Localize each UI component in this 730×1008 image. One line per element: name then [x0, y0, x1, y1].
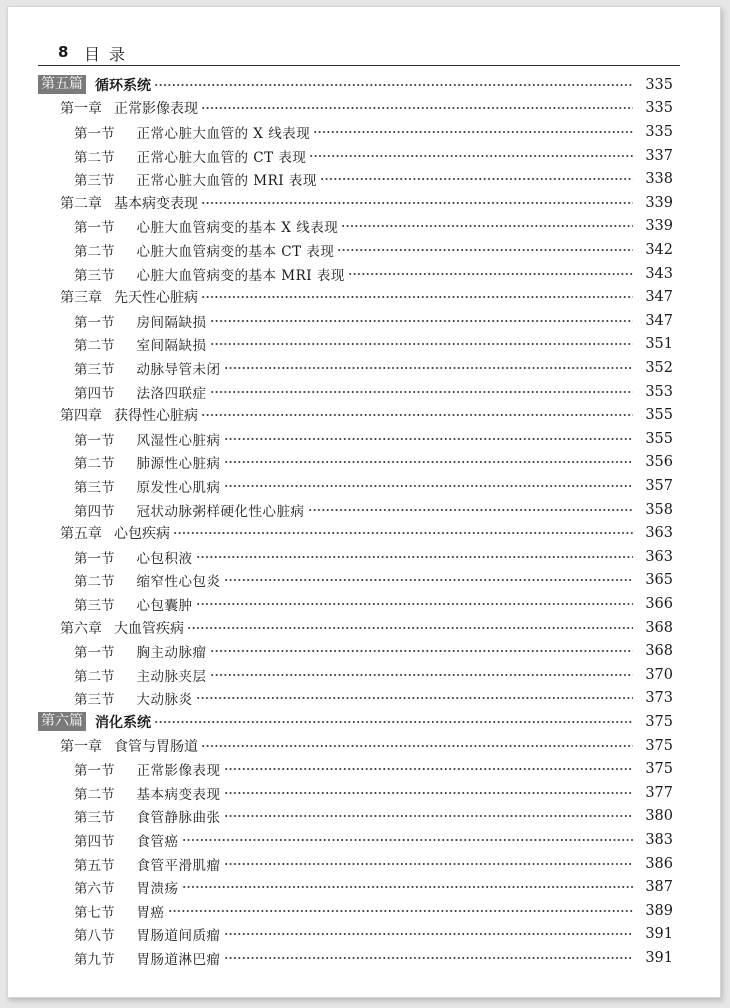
toc-page-number: 391 — [645, 949, 673, 966]
toc-section-label: 第四节 — [74, 833, 115, 850]
toc-section-row[interactable] — [74, 333, 673, 357]
toc-section-title: 室间隔缺损 — [136, 338, 207, 355]
leader-dots — [224, 930, 634, 938]
toc-chapter-label: 第二章 — [60, 195, 102, 212]
toc-section-label: 第三节 — [74, 173, 115, 190]
toc-page-number: 351 — [645, 336, 673, 353]
toc-section-label: 第二节 — [74, 456, 115, 473]
page-number: 8 — [58, 43, 69, 61]
toc-section-label: 第八节 — [74, 928, 115, 945]
table-of-contents — [8, 7, 720, 997]
toc-section-label: 第五节 — [74, 857, 115, 874]
toc-part-title: 循环系统 — [95, 77, 151, 94]
toc-section-title: 心包积液 — [136, 550, 193, 567]
leader-dots — [337, 246, 633, 254]
toc-section-row[interactable] — [74, 923, 673, 947]
toc-page-number: 357 — [645, 477, 673, 494]
toc-chapter-row[interactable] — [60, 191, 673, 215]
toc-section-row[interactable] — [74, 120, 673, 144]
toc-section-title: 动脉导管未闭 — [136, 361, 221, 378]
toc-section-label: 第三节 — [74, 267, 115, 284]
toc-section-row[interactable] — [74, 757, 673, 781]
toc-section-title: 原发性心肌病 — [136, 479, 221, 496]
toc-chapter-row[interactable] — [60, 734, 673, 758]
leader-dots — [210, 317, 634, 325]
toc-page-number: 356 — [645, 454, 673, 471]
toc-section-row[interactable] — [74, 451, 673, 475]
leader-dots — [224, 576, 634, 584]
toc-section-title: 心脏大血管病变的基本 X 线表现 — [136, 220, 339, 237]
leader-dots — [196, 600, 634, 608]
toc-section-label: 第七节 — [74, 904, 115, 921]
leader-dots — [309, 152, 633, 160]
leader-dots — [224, 364, 634, 372]
toc-chapter-label: 第六章 — [60, 620, 102, 637]
toc-section-row[interactable] — [74, 875, 673, 899]
toc-section-row[interactable] — [74, 545, 673, 569]
toc-section-label: 第二节 — [74, 338, 115, 355]
toc-page-number: 358 — [645, 501, 673, 518]
toc-chapter-title: 先天性心脏病 — [114, 290, 198, 307]
toc-section-title: 食管平滑肌瘤 — [136, 857, 221, 874]
toc-section-label: 第二节 — [74, 786, 115, 803]
toc-page-number: 373 — [645, 690, 673, 707]
toc-page-number: 335 — [645, 100, 673, 117]
toc-chapter-label: 第一章 — [60, 738, 102, 755]
toc-page-number: 338 — [645, 171, 673, 188]
toc-section-row[interactable] — [74, 687, 673, 711]
toc-section-title: 房间隔缺损 — [136, 314, 207, 331]
toc-section-row[interactable] — [74, 663, 673, 687]
leader-dots — [182, 836, 634, 844]
toc-section-row[interactable] — [74, 356, 673, 380]
toc-page-number: 343 — [645, 265, 673, 282]
toc-page-number: 363 — [645, 548, 673, 565]
toc-section-title: 正常影像表现 — [136, 763, 221, 780]
toc-page-number: 347 — [645, 312, 673, 329]
toc-page-number: 368 — [645, 643, 673, 660]
toc-section-label: 第三节 — [74, 692, 115, 709]
toc-section-label: 第三节 — [74, 361, 115, 378]
leader-dots — [224, 860, 634, 868]
toc-chapter-label: 第四章 — [60, 408, 102, 425]
toc-section-label: 第三节 — [74, 597, 115, 614]
leader-dots — [154, 718, 633, 726]
leader-dots — [201, 199, 633, 207]
toc-page-number: 391 — [645, 926, 673, 943]
leader-dots — [182, 883, 634, 891]
toc-chapter-label: 第三章 — [60, 290, 102, 307]
toc-section-label: 第四节 — [74, 503, 115, 520]
toc-page-number: 368 — [645, 619, 673, 636]
toc-chapter-row[interactable] — [60, 97, 673, 121]
toc-section-row[interactable] — [74, 167, 673, 191]
toc-page-number: 380 — [645, 808, 673, 825]
leader-dots — [224, 954, 634, 962]
toc-chapter-row[interactable] — [60, 616, 673, 640]
toc-section-row[interactable] — [74, 262, 673, 286]
toc-part-label: 第六篇 — [38, 712, 86, 731]
toc-page-number: 375 — [645, 737, 673, 754]
toc-section-title: 胸主动脉瘤 — [136, 645, 207, 662]
toc-section-title: 缩窄性心包炎 — [136, 574, 221, 591]
toc-section-title: 风湿性心脏病 — [136, 432, 221, 449]
toc-part-title: 消化系统 — [95, 714, 151, 731]
toc-page-number: 383 — [645, 831, 673, 848]
toc-section-row[interactable] — [74, 781, 673, 805]
leader-dots — [224, 812, 634, 820]
toc-chapter-title: 基本病变表现 — [114, 195, 198, 212]
book-page — [7, 6, 721, 998]
leader-dots — [224, 789, 634, 797]
toc-section-title: 食管癌 — [136, 833, 179, 850]
toc-page-number: 355 — [645, 430, 673, 447]
toc-chapter-title: 获得性心脏病 — [114, 408, 198, 425]
toc-section-label: 第二节 — [74, 243, 115, 260]
toc-page-number: 387 — [645, 879, 673, 896]
toc-section-label: 第一节 — [74, 645, 115, 662]
toc-section-label: 第一节 — [74, 125, 115, 142]
leader-dots — [224, 765, 634, 773]
toc-page-number: 386 — [645, 855, 673, 872]
toc-page-number: 375 — [645, 761, 673, 778]
toc-section-row[interactable] — [74, 592, 673, 616]
leader-dots — [210, 340, 634, 348]
leader-dots — [224, 482, 634, 490]
toc-chapter-row[interactable] — [60, 403, 673, 427]
toc-section-row[interactable] — [74, 569, 673, 593]
toc-page-number: 352 — [645, 359, 673, 376]
leader-dots — [187, 624, 633, 632]
toc-section-label: 第三节 — [74, 479, 115, 496]
leader-dots — [201, 293, 633, 301]
toc-chapter-row[interactable] — [60, 285, 673, 309]
toc-section-label: 第一节 — [74, 220, 115, 237]
toc-page-number: 363 — [645, 525, 673, 542]
toc-section-title: 大动脉炎 — [136, 692, 193, 709]
toc-chapter-title: 正常影像表现 — [114, 101, 198, 118]
toc-page-number: 353 — [645, 383, 673, 400]
toc-page-number: 347 — [645, 289, 673, 306]
toc-part-label: 第五篇 — [38, 75, 86, 94]
toc-section-row[interactable] — [74, 238, 673, 262]
leader-dots — [210, 647, 634, 655]
toc-section-label: 第一节 — [74, 314, 115, 331]
toc-section-row[interactable] — [74, 946, 673, 970]
toc-section-row[interactable] — [74, 498, 673, 522]
toc-section-title: 主动脉夹层 — [136, 668, 207, 685]
toc-section-title: 肺源性心脏病 — [136, 456, 221, 473]
toc-section-row[interactable] — [74, 309, 673, 333]
toc-section-label: 第四节 — [74, 385, 115, 402]
toc-page-number: 335 — [645, 123, 673, 140]
toc-page-number: 355 — [645, 407, 673, 424]
leader-dots — [308, 506, 634, 514]
toc-chapter-row[interactable] — [60, 521, 673, 545]
toc-section-title: 心包囊肿 — [136, 597, 193, 614]
toc-chapter-label: 第一章 — [60, 101, 102, 118]
leader-dots — [201, 742, 633, 750]
toc-section-title: 心脏大血管病变的基本 CT 表现 — [136, 243, 335, 260]
toc-section-title: 冠状动脉粥样硬化性心脏病 — [136, 503, 305, 520]
toc-section-row[interactable] — [74, 474, 673, 498]
toc-section-row[interactable] — [74, 427, 673, 451]
toc-section-title: 胃肠道间质瘤 — [136, 928, 221, 945]
toc-section-row[interactable] — [74, 852, 673, 876]
toc-chapter-title: 心包疾病 — [114, 526, 170, 543]
toc-section-label: 第一节 — [74, 432, 115, 449]
toc-page-number: 389 — [645, 902, 673, 919]
header-title: 目录 — [84, 45, 135, 64]
toc-section-row[interactable] — [74, 828, 673, 852]
toc-page-number: 375 — [645, 713, 673, 730]
toc-section-row[interactable] — [74, 899, 673, 923]
toc-page-number: 366 — [645, 595, 673, 612]
leader-dots — [168, 907, 634, 915]
toc-section-label: 第二节 — [74, 574, 115, 591]
toc-section-label: 第六节 — [74, 881, 115, 898]
toc-section-row[interactable] — [74, 144, 673, 168]
toc-section-label: 第二节 — [74, 149, 115, 166]
toc-page-number: 342 — [645, 241, 673, 258]
leader-dots — [201, 411, 633, 419]
toc-section-row[interactable] — [74, 639, 673, 663]
toc-chapter-title: 大血管疾病 — [114, 620, 184, 637]
leader-dots — [173, 529, 633, 537]
toc-section-row[interactable] — [74, 380, 673, 404]
leader-dots — [154, 81, 633, 89]
toc-section-title: 胃癌 — [136, 904, 165, 921]
toc-section-title: 正常心脏大血管的 MRI 表现 — [136, 173, 317, 190]
leader-dots — [224, 435, 634, 443]
toc-section-title: 胃肠道淋巴瘤 — [136, 951, 221, 968]
toc-chapter-label: 第五章 — [60, 526, 102, 543]
toc-page-number: 339 — [645, 218, 673, 235]
leader-dots — [210, 671, 634, 679]
leader-dots — [210, 388, 634, 396]
leader-dots — [201, 104, 633, 112]
toc-section-title: 胃溃疡 — [136, 881, 179, 898]
toc-section-row[interactable] — [74, 215, 673, 239]
toc-section-title: 正常心脏大血管的 CT 表现 — [136, 149, 307, 166]
toc-section-label: 第二节 — [74, 668, 115, 685]
leader-dots — [313, 128, 633, 136]
toc-section-label: 第一节 — [74, 763, 115, 780]
toc-page-number: 337 — [645, 147, 673, 164]
toc-section-title: 基本病变表现 — [136, 786, 221, 803]
leader-dots — [224, 458, 634, 466]
toc-page-number: 365 — [645, 572, 673, 589]
toc-section-title: 食管静脉曲张 — [136, 810, 221, 827]
toc-section-title: 心脏大血管病变的基本 MRI 表现 — [136, 267, 345, 284]
leader-dots — [196, 694, 634, 702]
toc-section-label: 第三节 — [74, 810, 115, 827]
leader-dots — [348, 270, 633, 278]
toc-part-row[interactable] — [38, 710, 673, 734]
toc-section-label: 第一节 — [74, 550, 115, 567]
toc-section-label: 第九节 — [74, 951, 115, 968]
toc-page-number: 335 — [645, 76, 673, 93]
leader-dots — [320, 175, 633, 183]
toc-section-title: 正常心脏大血管的 X 线表现 — [136, 125, 311, 142]
toc-section-row[interactable] — [74, 805, 673, 829]
toc-page-number: 377 — [645, 784, 673, 801]
toc-section-title: 法洛四联症 — [136, 385, 207, 402]
toc-chapter-title: 食管与胃肠道 — [114, 738, 198, 755]
leader-dots — [196, 553, 634, 561]
toc-part-row[interactable] — [38, 73, 673, 97]
leader-dots — [341, 222, 633, 230]
toc-page-number: 339 — [645, 194, 673, 211]
toc-page-number: 370 — [645, 666, 673, 683]
